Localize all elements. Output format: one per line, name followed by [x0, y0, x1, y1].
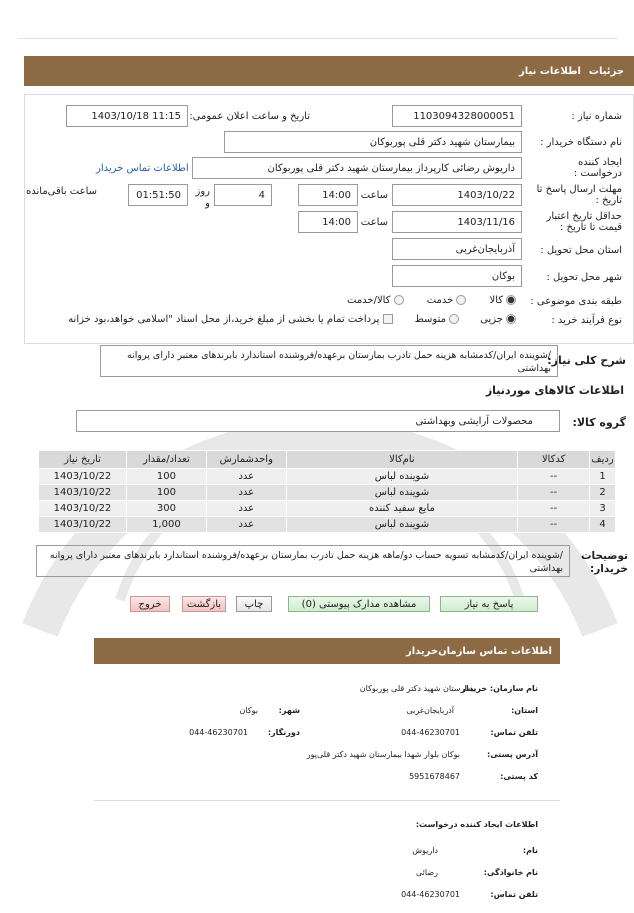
- radio-medium[interactable]: [449, 314, 459, 324]
- buyer-notes-label: توضیحات خریدار:: [580, 550, 628, 575]
- cell-date: 1403/10/22: [39, 469, 127, 485]
- summary-label: شرح کلی نیاز:: [547, 354, 626, 367]
- contact-fax-value: 044-46230701: [189, 728, 248, 737]
- goods-table: [38, 450, 616, 533]
- summary-box: /شوینده ایران/کدمشابه هزینه حمل تادرب بمارستان برعهده/فروشنده استاندارد بابرندهای معتبر دارای پروانه بهداشتی: [100, 345, 558, 377]
- table-header-row: [39, 451, 616, 469]
- contact-city-label: شهر:: [278, 706, 300, 715]
- cell-row: 2: [590, 485, 616, 501]
- goods-group-label: گروه کالا:: [572, 416, 626, 429]
- tab-need-info[interactable]: اطلاعات نیاز: [519, 65, 581, 77]
- cell-name: مایع سفید کننده: [286, 501, 517, 517]
- validity-time-label: ساعت: [360, 217, 388, 228]
- contact-phone-value: 044-46230701: [401, 728, 460, 737]
- cell-qty: 1,000: [126, 517, 206, 533]
- payment-checkbox[interactable]: [383, 314, 393, 324]
- top-divider: [18, 38, 618, 39]
- buyer-org-label: نام دستگاه خریدار :: [540, 137, 622, 148]
- deadline-date-field: 1403/10/22: [392, 184, 522, 206]
- contact-postal-value: 5951678467: [409, 772, 460, 781]
- cell-row: 4: [590, 517, 616, 533]
- reply-button[interactable]: پاسخ به نیاز: [440, 596, 538, 612]
- contact-title: اطلاعات تماس سازمان‌خریدار: [405, 645, 552, 657]
- cell-code: --: [518, 485, 590, 501]
- cat-goods-service-label: کالا/خدمت: [347, 295, 391, 306]
- table-row: [39, 517, 616, 533]
- deadline-time-label: ساعت: [360, 190, 388, 201]
- process-label: نوع فرآیند خرید :: [551, 315, 622, 326]
- contact-divider: [94, 800, 560, 801]
- validity-time-field: 14:00: [298, 211, 358, 233]
- cell-name: شوینده لباس: [286, 485, 517, 501]
- col-qty: تعداد/مقدار: [126, 451, 206, 469]
- cat-goods-label: کالا: [489, 295, 503, 306]
- need-number-field: 1103094328000051: [392, 105, 522, 127]
- cell-unit: عدد: [206, 517, 286, 533]
- city-label: شهر محل تحویل :: [546, 272, 622, 283]
- days-field: 4: [214, 184, 272, 206]
- back-button[interactable]: بازگشت: [182, 596, 226, 612]
- cell-row: 1: [590, 469, 616, 485]
- goods-group-field: [76, 410, 560, 432]
- col-name: نام‌کالا: [286, 451, 517, 469]
- attachments-button[interactable]: مشاهده مدارک پیوستی (0): [288, 596, 430, 612]
- contact-city-value: بوکان: [239, 706, 258, 715]
- creator-phone-label: تلفن تماس:: [490, 890, 538, 899]
- cell-unit: عدد: [206, 501, 286, 517]
- table-row: [39, 501, 616, 517]
- process-options: [68, 314, 516, 325]
- contact-fax-label: دورنگار:: [267, 728, 300, 737]
- need-number-label: شماره نیاز :: [571, 111, 622, 122]
- col-code: کدکالا: [518, 451, 590, 469]
- category-label: طبقه بندی موضوعی :: [530, 296, 622, 307]
- creator-phone-value: 044-46230701: [401, 890, 460, 899]
- cell-row: 3: [590, 501, 616, 517]
- table-row: [39, 469, 616, 485]
- goods-group-value: محصولات آرایشی وبهداشتی: [415, 415, 533, 427]
- contact-province-label: استان:: [511, 706, 538, 715]
- cell-code: --: [518, 469, 590, 485]
- proc-partial-label: جزیی: [480, 314, 503, 325]
- creator-name-value: داریوش: [412, 846, 438, 855]
- proc-medium-label: متوسط: [414, 314, 446, 325]
- creator-family-value: رضائی: [416, 868, 438, 877]
- city-field: بوکان: [392, 265, 522, 287]
- cell-qty: 100: [126, 469, 206, 485]
- cell-code: --: [518, 517, 590, 533]
- tab-details[interactable]: جزئیات: [588, 65, 624, 77]
- cell-name: شوینده لباس: [286, 469, 517, 485]
- print-button[interactable]: چاپ: [236, 596, 272, 612]
- cell-code: --: [518, 501, 590, 517]
- buyer-notes-box: /شوینده ایران/کدمشابه تسویه حساب دو/ماهه هزینه حمل تادرب بمارستان برعهده/فروشنده استاندارد بابرندهای معتبر دارای پروانه بهداشتی: [36, 545, 570, 577]
- header-bar: [24, 56, 634, 86]
- announce-field: 1403/10/18 11:15: [66, 105, 188, 127]
- cell-date: 1403/10/22: [39, 501, 127, 517]
- payment-note: پرداخت تمام یا بخشی از مبلغ خرید،از محل اسناد "اسلامی خواهد،بود خزانه: [68, 314, 380, 325]
- contact-org-value: بیمارستان شهید دکتر قلی پوربوکان: [359, 684, 476, 693]
- contact-postal-label: کد پستی:: [500, 772, 538, 781]
- table-row: [39, 485, 616, 501]
- province-field: آذربایجان‌غربی: [392, 238, 522, 260]
- cell-qty: 100: [126, 485, 206, 501]
- goods-section-title: اطلاعات کالاهای موردنیاز: [485, 384, 624, 397]
- cell-date: 1403/10/22: [39, 485, 127, 501]
- category-options: [347, 295, 516, 306]
- creator-field: داریوش رضائی کارپرداز بیمارستان شهید دکتر قلی پوربوکان: [192, 157, 522, 179]
- buyer-org-field: بیمارستان شهید دکتر قلی پوربوکان: [224, 131, 522, 153]
- contact-address-value: بوکان بلوار شهدا بیمارستان شهید دکتر قلی‌پور: [306, 750, 460, 759]
- contact-org-label: نام سازمان: خریدار: [461, 684, 538, 693]
- creator-family-label: نام خانوادگی:: [483, 868, 538, 877]
- contact-address-label: آدرس پستی:: [487, 750, 538, 759]
- cat-service-label: خدمت: [426, 295, 454, 306]
- exit-button[interactable]: خروج: [130, 596, 170, 612]
- deadline-time-field: 14:00: [298, 184, 358, 206]
- radio-goods[interactable]: [506, 295, 516, 305]
- cell-qty: 300: [126, 501, 206, 517]
- remaining-label: ساعت باقی‌مانده: [26, 186, 98, 197]
- creator-info-title: اطلاعات ایجاد کننده درخواست:: [415, 820, 538, 829]
- days-label: روز و: [195, 186, 210, 209]
- province-label: استان محل تحویل :: [540, 245, 622, 256]
- cell-date: 1403/10/22: [39, 517, 127, 533]
- creator-name-label: نام:: [522, 846, 538, 855]
- cell-name: شوینده لباس: [286, 517, 517, 533]
- radio-partial[interactable]: [506, 314, 516, 324]
- validity-date-field: 1403/11/16: [392, 211, 522, 233]
- contact-phone-label: تلفن تماس:: [490, 728, 538, 737]
- cell-unit: عدد: [206, 485, 286, 501]
- contact-title-bar: [94, 638, 560, 664]
- col-unit: واحدشمارش: [206, 451, 286, 469]
- radio-goods-service[interactable]: [394, 295, 404, 305]
- cell-unit: عدد: [206, 469, 286, 485]
- col-row: ردیف: [590, 451, 616, 469]
- creator-label: ایجاد کننده درخواست :: [573, 157, 622, 179]
- validity-label: حداقل تاریخ اعتبار قیمت تا تاریخ :: [546, 211, 622, 233]
- contact-province-value: آذربایجان‌غربی: [406, 706, 454, 715]
- buyer-contact-link[interactable]: اطلاعات تماس خریدار: [96, 163, 189, 174]
- radio-service[interactable]: [456, 295, 466, 305]
- deadline-label: مهلت ارسال پاسخ تا تاریخ :: [536, 184, 622, 206]
- announce-label: تاریخ و ساعت اعلان عمومی:: [189, 111, 310, 122]
- remaining-field: 01:51:50: [128, 184, 188, 206]
- col-date: تاریخ نیاز: [39, 451, 127, 469]
